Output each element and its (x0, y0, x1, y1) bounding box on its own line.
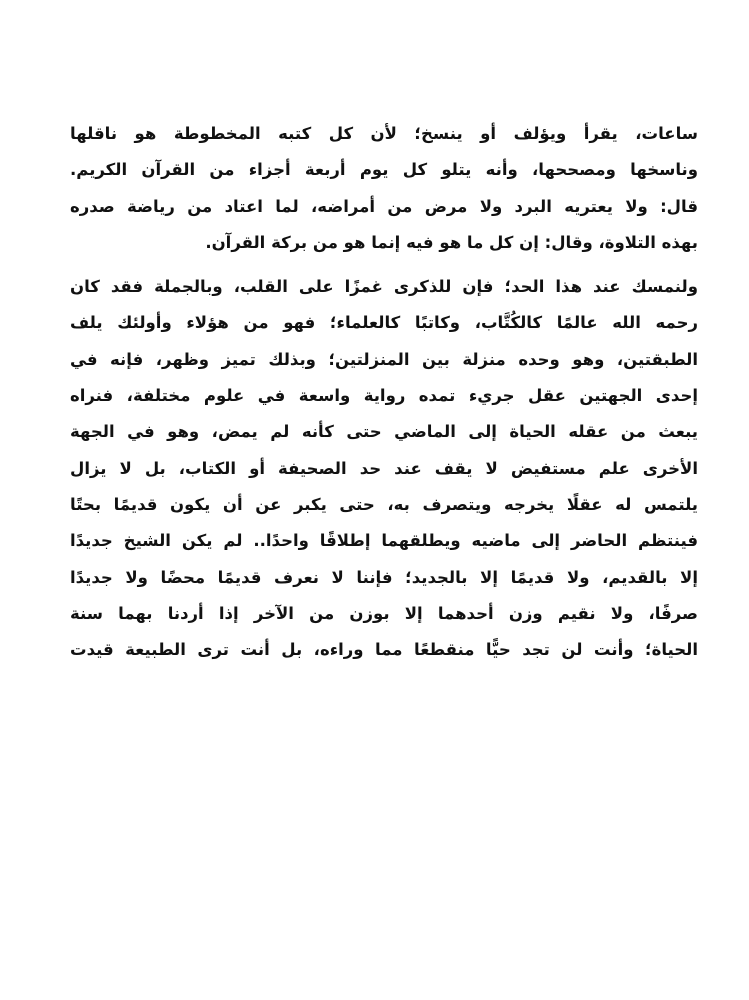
text-line: صرفًا، ولا نقيم وزن أحدهما إلا بوزن من الآخر إذا أردنا بهما سنة (70, 603, 698, 623)
text-line: ساعات، يقرأ ويؤلف أو ينسخ؛ لأن كل كتبه المخطوطة هو ناقلها (70, 124, 698, 143)
document-page (70, 116, 698, 668)
text-line: الطبقتين، وهو وحده منزلة بين المنزلتين؛ وبذلك تميز وظهر، فإنه في (70, 349, 698, 369)
text-line: ولنمسك عند هذا الحد؛ فإن للذكرى غمزًا على القلب، وبالجملة فقد كان (70, 277, 698, 297)
text-line: الحياة؛ وأنت لن تجد حيًّا منقطعًا مما وراءه، بل أنت ترى الطبيعة قيدت (70, 640, 698, 660)
text-line: وناسخها ومصححها، وأنه يتلو كل يوم أربعة أجزاء من القرآن الكريم. (70, 160, 698, 180)
text-line: إلا بالقديم، ولا قديمًا إلا بالجديد؛ فإننا لا نعرف قديمًا محضًا ولا جديدًا (70, 567, 698, 587)
text-line: رحمه الله عالمًا كالكُتَّاب، وكاتبًا كالعلماء؛ فهو من هؤلاء وأولئك يلف (70, 313, 698, 333)
text-line: إحدى الجهتين عقل جريء تمده رواية واسعة في علوم مختلفة، فنراه (70, 386, 698, 406)
text-line: فينتظم الحاضر إلى ماضيه ويطلقهما إطلاقًا واحدًا.. لم يكن الشيخ جديدًا (70, 531, 698, 551)
text-line: الأخرى علم مستفيض لا يقف عند حد الصحيفة أو الكتاب، بل لا يزال (70, 458, 698, 478)
paragraph-1 (70, 116, 698, 261)
text-line: بهذه التلاوة، وقال: إن كل ما هو فيه إنما هو من بركة القرآن. (205, 232, 698, 252)
text-line: يبعث من عقله الحياة إلى الماضي حتى كأنه لم يمض، وهو في الجهة (70, 422, 698, 442)
text-line: قال: ولا يعتريه البرد ولا مرض من أمراضه، لما اعتاد من رياضة صدره (70, 196, 698, 216)
text-line: يلتمس له عقلًا يخرجه ويتصرف به، حتى يكبر عن أن يكون قديمًا بحتًا (70, 494, 698, 514)
paragraph-2 (70, 269, 698, 668)
